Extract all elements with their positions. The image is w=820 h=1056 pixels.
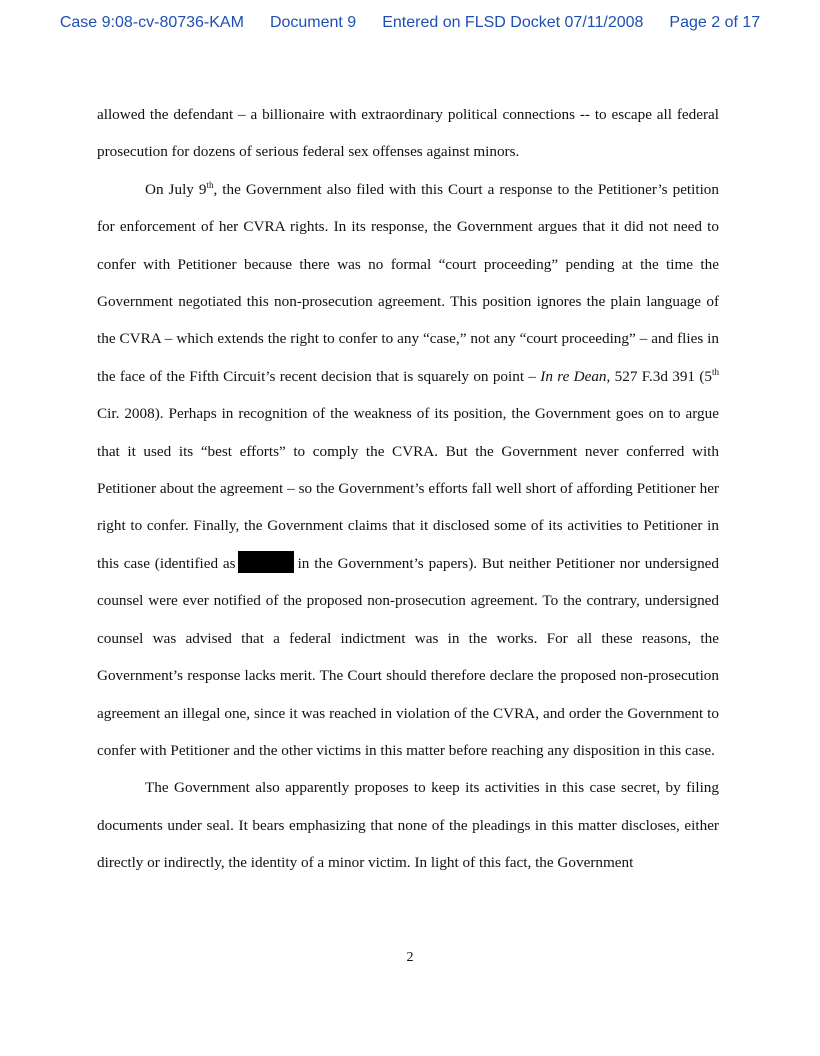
redaction-box [238, 551, 294, 573]
ordinal-suffix-circuit: th [712, 366, 720, 377]
document-number: Document 9 [269, 14, 357, 31]
docket-entry-date: Entered on FLSD Docket 07/11/2008 [382, 14, 644, 31]
paragraph-2-text-b: , the Government also filed with this Court a response to the Petitioner’s petition for enforcement of her CVRA rights. In its response, the Government argues that it did not need to confer with Petitioner because there was no formal “court proceeding” pending at the time the Government negotiated this non-prosecution agreement. This position ignores the plain language of the CVRA – which extends the right to confer to any “case,” not any “court proceeding” – and flies in the face of the Fifth Circuit’s recent decision that is squarely on point – [97, 180, 719, 385]
paragraph-2-text-d: Cir. 2008). Perhaps in recognition of the weakness of its position, the Government goes on to argue that it used its “best efforts” to comply the CVRA. But the Government never conferred with Petitioner about the agreement – so the Government’s efforts fall well short of affording Petitioner her right to confer. Finally, the Government claims that it disclosed some of its activities to Petitioner in this case (identified as [97, 405, 719, 572]
ordinal-suffix: th [206, 179, 214, 190]
page-indicator: Page 2 of 17 [669, 14, 761, 31]
paragraph-2 [97, 171, 719, 770]
paragraph-2-text-a: On July 9 [145, 180, 207, 198]
paragraph-2-text-c: , 527 F.3d 391 (5 [606, 367, 712, 385]
case-citation: In re Dean [540, 367, 607, 385]
document-body [97, 96, 719, 882]
case-number: Case 9:08-cv-80736-KAM [59, 14, 244, 31]
paragraph-1: allowed the defendant – a billionaire with extraordinary political connections -- to escape all federal prosecution for dozens of serious federal sex offenses against minors. [97, 106, 719, 161]
page-number: 2 [406, 950, 414, 965]
docket-header [0, 14, 820, 32]
paragraph-3: The Government also apparently proposes to keep its activities in this case secret, by filing documents under seal. It bears emphasizing that none of the pleadings in this matter discloses, either directly or indirectly, the identity of a minor victim. In light of this fact, the Government [97, 779, 719, 872]
paragraph-2-text-e: in the Government’s papers). But neither Petitioner nor undersigned counsel were ever notified of the proposed non-prosecution agreement. To the contrary, undersigned counsel was advised that a federal indictment was in the works. For all these reasons, the Government’s response lacks merit. The Court should therefore declare the proposed non-prosecution agreement an illegal one, since it was reached in violation of the CVRA, and order the Government to confer with Petitioner and the other victims in this matter before reaching any disposition in this case. [97, 554, 720, 759]
